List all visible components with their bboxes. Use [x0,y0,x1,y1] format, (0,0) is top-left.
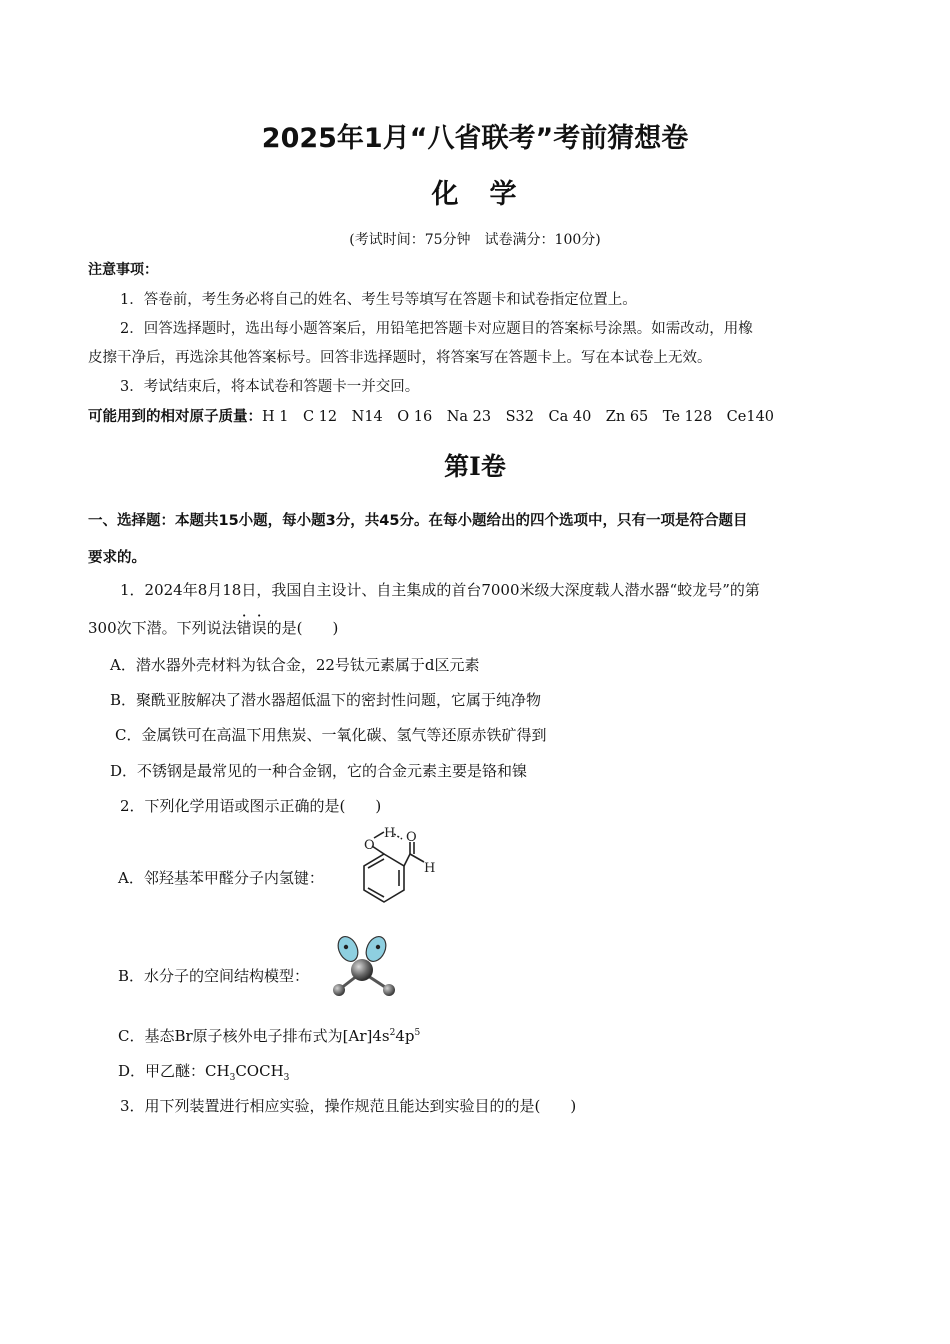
atomic-masses-label: 可能用到的相对原子质量： [88,409,262,425]
atomic-masses [88,405,774,426]
q1-emphasis-char-2: 误 [251,619,267,637]
q1-option-a: A．潜水器外壳材料为钛合金，22号钛元素属于d区元素 [110,656,480,674]
q2-stem: 2．下列化学用语或图示正确的是( ) [120,797,382,815]
water-molecule-model [326,932,401,1000]
ring-double-bond-3 [368,888,384,897]
atom-o-hydroxyl: O [364,838,375,853]
lone-pair-dot-right [376,945,380,949]
oxygen-atom-ball [351,959,373,981]
q1-option-c: C．金属铁可在高温下用焦炭、一氧化碳、氢气等还原赤铁矿得到 [115,726,547,744]
note-item-2-line2: 皮擦干净后，再选涂其他答案标号。回答非选择题时，将答案写在答题卡上。写在本试卷上无效。 [88,350,712,366]
q2-option-c-mid: 4p [395,1027,415,1045]
q2-option-d-sub2: 3 [283,1073,290,1083]
q1-stem-line2 [88,617,338,638]
note-item-1: 1．答卷前，考生务必将自己的姓名、考生号等填写在答题卡和试卷指定位置上。 [120,292,637,308]
q2-option-d [118,1060,289,1083]
q2-option-a: A．邻羟基苯甲醛分子内氢键： [118,869,324,887]
exam-title: 2025年1月“八省联考”考前猜想卷 [261,123,689,154]
lone-pair-dot-left [344,945,348,949]
salicylaldehyde-structure [344,826,444,916]
q2-option-c-sup1: 2 [389,1028,396,1038]
subject-title: 化 学 [431,179,519,210]
benzene-ring [364,854,404,902]
q1-stem-pre: 300次下潜。下列说法 [88,619,237,637]
c-h-bond [410,854,424,862]
q2-option-c-pre: C．基态Br原子核外电子排布式为[Ar]4s [118,1027,390,1045]
ring-double-bond-1 [368,859,384,868]
q1-stem-post: 的是( ) [266,619,339,637]
c-cho-bond [404,854,410,866]
q1-option-d: D．不锈钢是最常见的一种合金钢，它的合金元素主要是铬和镍 [110,762,528,780]
section1-heading-line2: 要求的。 [88,550,146,566]
q1-emphasis-char-1: 错 [236,619,252,637]
exam-info: (考试时间：75分钟 试卷满分：100分) [349,232,601,248]
q2-option-d-sub1: 3 [229,1073,236,1083]
q1-option-b: B．聚酰亚胺解决了潜水器超低温下的密封性问题，它属于纯净物 [110,691,542,709]
q2-option-d-mid: COCH [235,1062,284,1080]
atom-h-hydroxyl: H [384,826,396,841]
q2-option-b: B．水分子的空间结构模型： [118,967,310,985]
atom-h-aldehyde: H [424,861,436,876]
q2-option-c [118,1025,420,1046]
lone-pair-lobe-right [362,933,389,964]
hydrogen-atom-ball-left [333,984,345,996]
hydrogen-atom-ball-right [383,984,395,996]
section1-heading-line1: 一、选择题：本题共15小题，每小题3分，共45分。在每小题给出的四个选项中，只有一项是符合题目 [88,513,748,529]
note-item-2-line1: 2．回答选择题时，选出每小题答案后，用铅笔把答题卡对应题目的答案标号涂黑。如需改动，用橡 [120,321,753,337]
part-heading: 第I卷 [444,452,506,481]
notes-heading: 注意事项： [88,262,158,278]
q3-stem: 3．用下列装置进行相应实验，操作规范且能达到实验目的的是( ) [120,1097,577,1115]
note-item-3: 3．考试结束后，将本试卷和答题卡一并交回。 [120,379,420,395]
atomic-masses-values: H 1 C 12 N14 O 16 Na 23 S32 Ca 40 Zn 65 Te 128 Ce140 [262,409,775,425]
q1-stem-line1: 1．2024年8月18日，我国自主设计、自主集成的首台7000米级大深度载人潜水器“蛟龙号”的第 [120,581,760,599]
q2-option-d-pre: D．甲乙醚：CH [118,1062,230,1080]
o-h-bond [374,832,384,838]
atom-o-carbonyl: O [406,830,417,845]
q2-option-c-sup2: 5 [414,1028,421,1038]
lone-pair-lobe-left [334,933,361,964]
